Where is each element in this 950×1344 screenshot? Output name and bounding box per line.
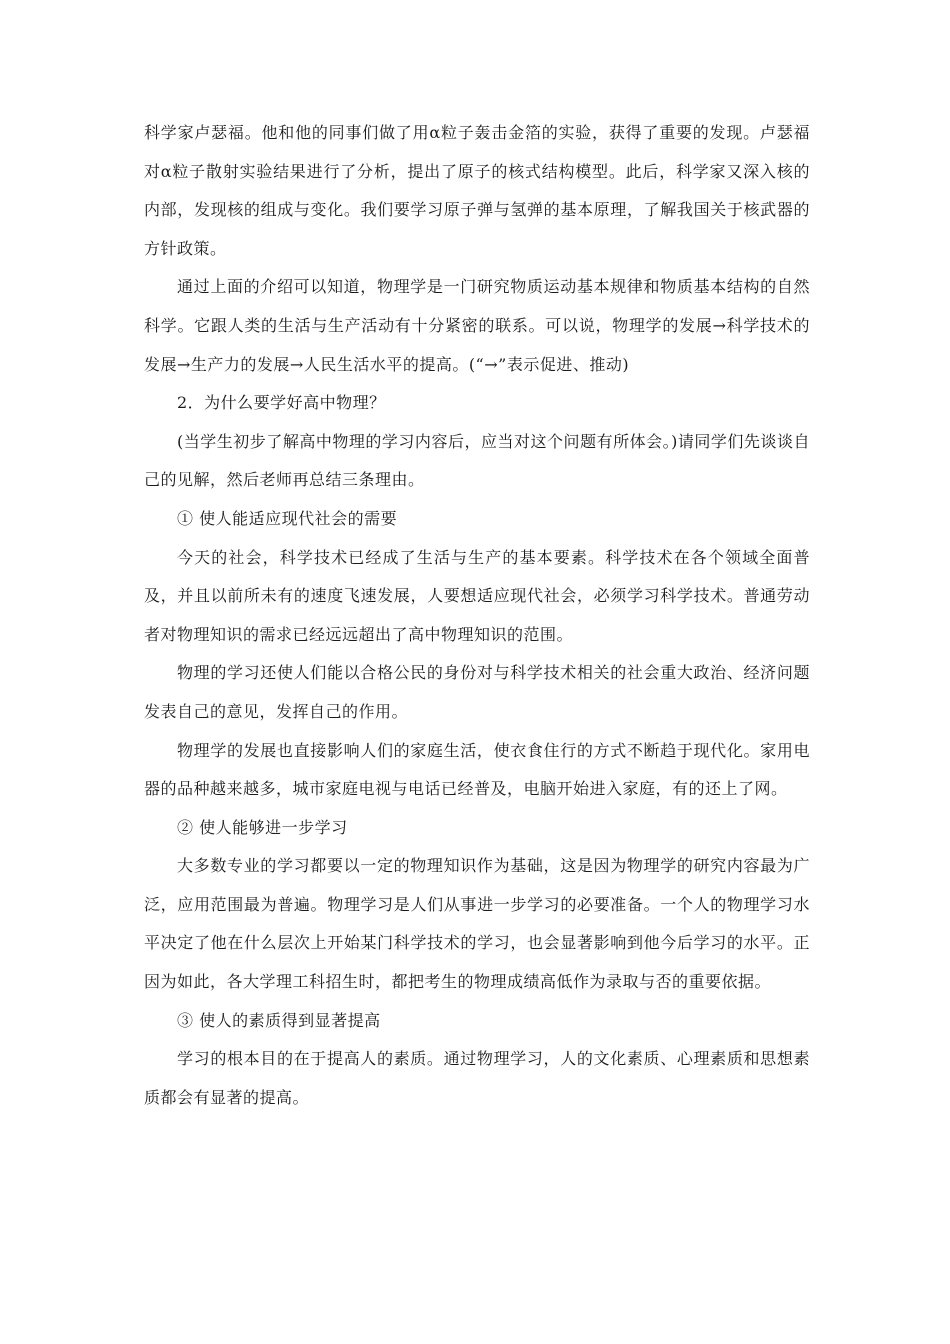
paragraph-family-life: 物理学的发展也直接影响人们的家庭生活，使衣食住行的方式不断趋于现代化。家用电器的品种越来越多，城市家庭电视与电话已经普及，电脑开始进入家庭，有的还上了网。: [144, 740, 810, 799]
section-heading-why-learn-physics: 2．为什么要学好高中物理？: [177, 393, 386, 413]
paragraph-citizen-role: 物理的学习还使人们能以合格公民的身份对与科学技术相关的社会重大政治、经济问题发表自己的意见，发挥自己的作用。: [144, 663, 810, 721]
paragraph-rutherford-intro: 科学家卢瑟福。他和他的同事们做了用α粒子轰击金箔的实验，获得了重要的发现。卢瑟福对α粒子散射实验结果进行了分析，提出了原子的核式结构模型。此后，科学家又深入核的内部，发现核的组成与变化。我们要学习原子弹与氢弹的基本原理，了解我国关于核武器的方针政策。: [144, 123, 810, 258]
document-body: [144, 114, 810, 1117]
paragraph-quality-improvement: 学习的根本目的在于提高人的素质。通过物理学习，人的文化素质、心理素质和思想素质都会有显著的提高。: [144, 1049, 810, 1107]
paragraph-discussion-prompt: (当学生初步了解高中物理的学习内容后，应当对这个问题有所体会。)请同学们先谈谈自己的见解，然后老师再总结三条理由。: [144, 431, 810, 490]
paragraph-physics-definition: 通过上面的介绍可以知道，物理学是一门研究物质运动基本规律和物质基本结构的自然科学。它跟人类的生活与生产活动有十分紧密的联系。可以说，物理学的发展→科学技术的发展→生产力的发展→人民生活水平的提高。(“→”表示促进、推动): [144, 277, 810, 374]
reason-heading-3: ③ 使人的素质得到显著提高: [177, 1010, 381, 1030]
reason-heading-1: ① 使人能适应现代社会的需要: [177, 508, 398, 528]
paragraph-modern-society: 今天的社会，科学技术已经成了生活与生产的基本要素。科学技术在各个领域全面普及，并且以前所未有的速度飞速发展，人要想适应现代社会，必须学习科学技术。普通劳动者对物理知识的需求已经远远超出了高中物理知识的范围。: [144, 547, 810, 644]
reason-heading-2: ② 使人能够进一步学习: [177, 817, 348, 837]
paragraph-further-study: 大多数专业的学习都要以一定的物理知识作为基础，这是因为物理学的研究内容最为广泛，应用范围最为普遍。物理学习是人们从事进一步学习的必要准备。一个人的物理学习水平决定了他在什么层次上开始某门科学技术的学习，也会显著影响到他今后学习的水平。正因为如此，各大学理工科招生时，都把考生的物理成绩高低作为录取与否的重要依据。: [144, 856, 810, 992]
